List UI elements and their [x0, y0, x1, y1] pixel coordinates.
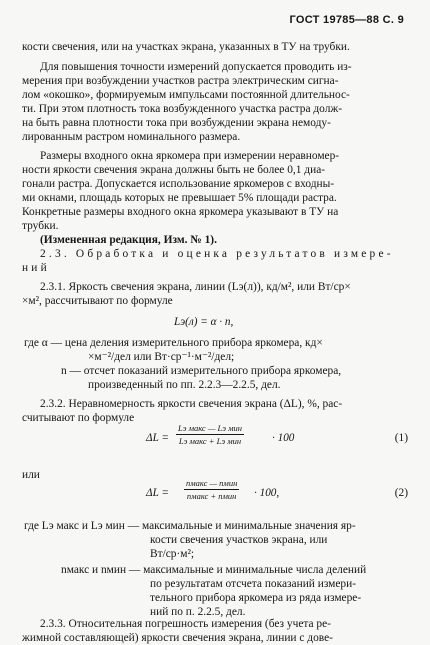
text-line: 2.3.1. Яркость свечения экрана, линии (Lэ(л)), кд/м², или Вт/ср× — [40, 281, 351, 293]
formula-numerator: nмакс — nмин — [186, 478, 238, 488]
text-line: трубки. — [22, 220, 59, 232]
text-line: (Измененная редакция, Изм. № 1). — [40, 234, 217, 246]
equation-number-2: (2) — [394, 487, 408, 499]
text-line: или — [22, 469, 40, 481]
text-line: Для повышения точности измерений допускается проводить из- — [40, 61, 352, 73]
text-line: ний — [22, 262, 50, 274]
text-line: кости свечения, или на участках экрана, указанных в ТУ на трубки. — [22, 41, 350, 53]
text-line: 2.3.2. Неравномерность яркости свечения экрана (ΔL), %, рас- — [40, 398, 343, 410]
text-line: ×м², рассчитывают по формуле — [22, 295, 173, 307]
text-line: Вт/ср·м²; — [150, 548, 195, 560]
formula-rhs: · 100, — [254, 487, 280, 499]
text-line: ×м⁻²/дел или Вт·ср⁻¹·м⁻²/дел; — [88, 351, 235, 363]
text-line: где Lэ макс и Lэ мин — максимальные и минимальные значения яр- — [24, 520, 356, 532]
text-line: Конкретные размеры входного окна яркомера указывают в ТУ на — [22, 206, 339, 218]
text-line: n — отсчет показаний измерительного прибора яркомера, — [61, 365, 342, 377]
formula-rhs: · 100 — [272, 432, 295, 444]
formula-numerator: Lэ макс — Lэ мин — [178, 423, 242, 433]
text-line: лированным растром номинального размера. — [22, 131, 241, 143]
formula-lhs: ΔL = — [146, 487, 169, 499]
text-line: где α — цена деления измерительного прибора яркомера, кд× — [24, 337, 323, 349]
text-line: ми окнами, площадь которых не превышает 5% площади растра. — [22, 192, 337, 204]
formula-denominator: nмакс + nмин — [186, 491, 237, 501]
text-line: мерения при возбуждении участков растра электрическим сигна- — [22, 75, 339, 87]
text-line: Размеры входного окна яркомера при измерении неравномер- — [40, 150, 340, 162]
formula-luminance: Lэ(л) = α · n, — [174, 316, 234, 328]
text-line: 2.3.3. Относительная погрешность измерения (без учета ре- — [40, 618, 331, 630]
text-line: по результатам отсчета показаний измери- — [150, 578, 357, 590]
equation-number-1: (1) — [394, 432, 408, 444]
text-line: ти. При этом плотность тока возбужденного участка растра долж- — [22, 103, 343, 115]
text-line: произведенный по пп. 2.2.3—2.2.5, дел. — [88, 379, 281, 391]
text-line: жимной составляющей) яркости свечения экрана, линии с дове- — [22, 632, 333, 644]
text-line: nмакс и nмин — максимальные и минимальные числа делений — [61, 564, 367, 576]
text-line: ности яркости свечения экрана должны быть не более 0,1 диа- — [22, 164, 326, 176]
formula-fraction — [176, 423, 244, 446]
text-line: 2.3. Обработка и оценка результатов измере- — [40, 248, 394, 260]
text-line: на быть равна плотности тока при возбуждении экрана немоду- — [22, 117, 331, 129]
text-line: гонали растра. Допускается использование яркомеров с входны- — [22, 178, 335, 190]
text-line: лом «окошко», формируемым импульсами постоянной длительнос- — [22, 89, 350, 101]
page-header: ГОСТ 19785—88 С. 9 — [289, 14, 404, 26]
formula-denominator: Lэ макс + Lэ мин — [178, 436, 242, 446]
text-line: кости свечения участков экрана, или — [150, 534, 328, 546]
text-line: ний по п. 2.2.5, дел. — [150, 606, 246, 618]
formula-fraction — [184, 478, 239, 501]
text-line: считывают по формуле — [22, 412, 135, 424]
formula-lhs: ΔL = — [146, 432, 169, 444]
text-line: тельного прибора яркомера из ряда измере- — [150, 592, 362, 604]
